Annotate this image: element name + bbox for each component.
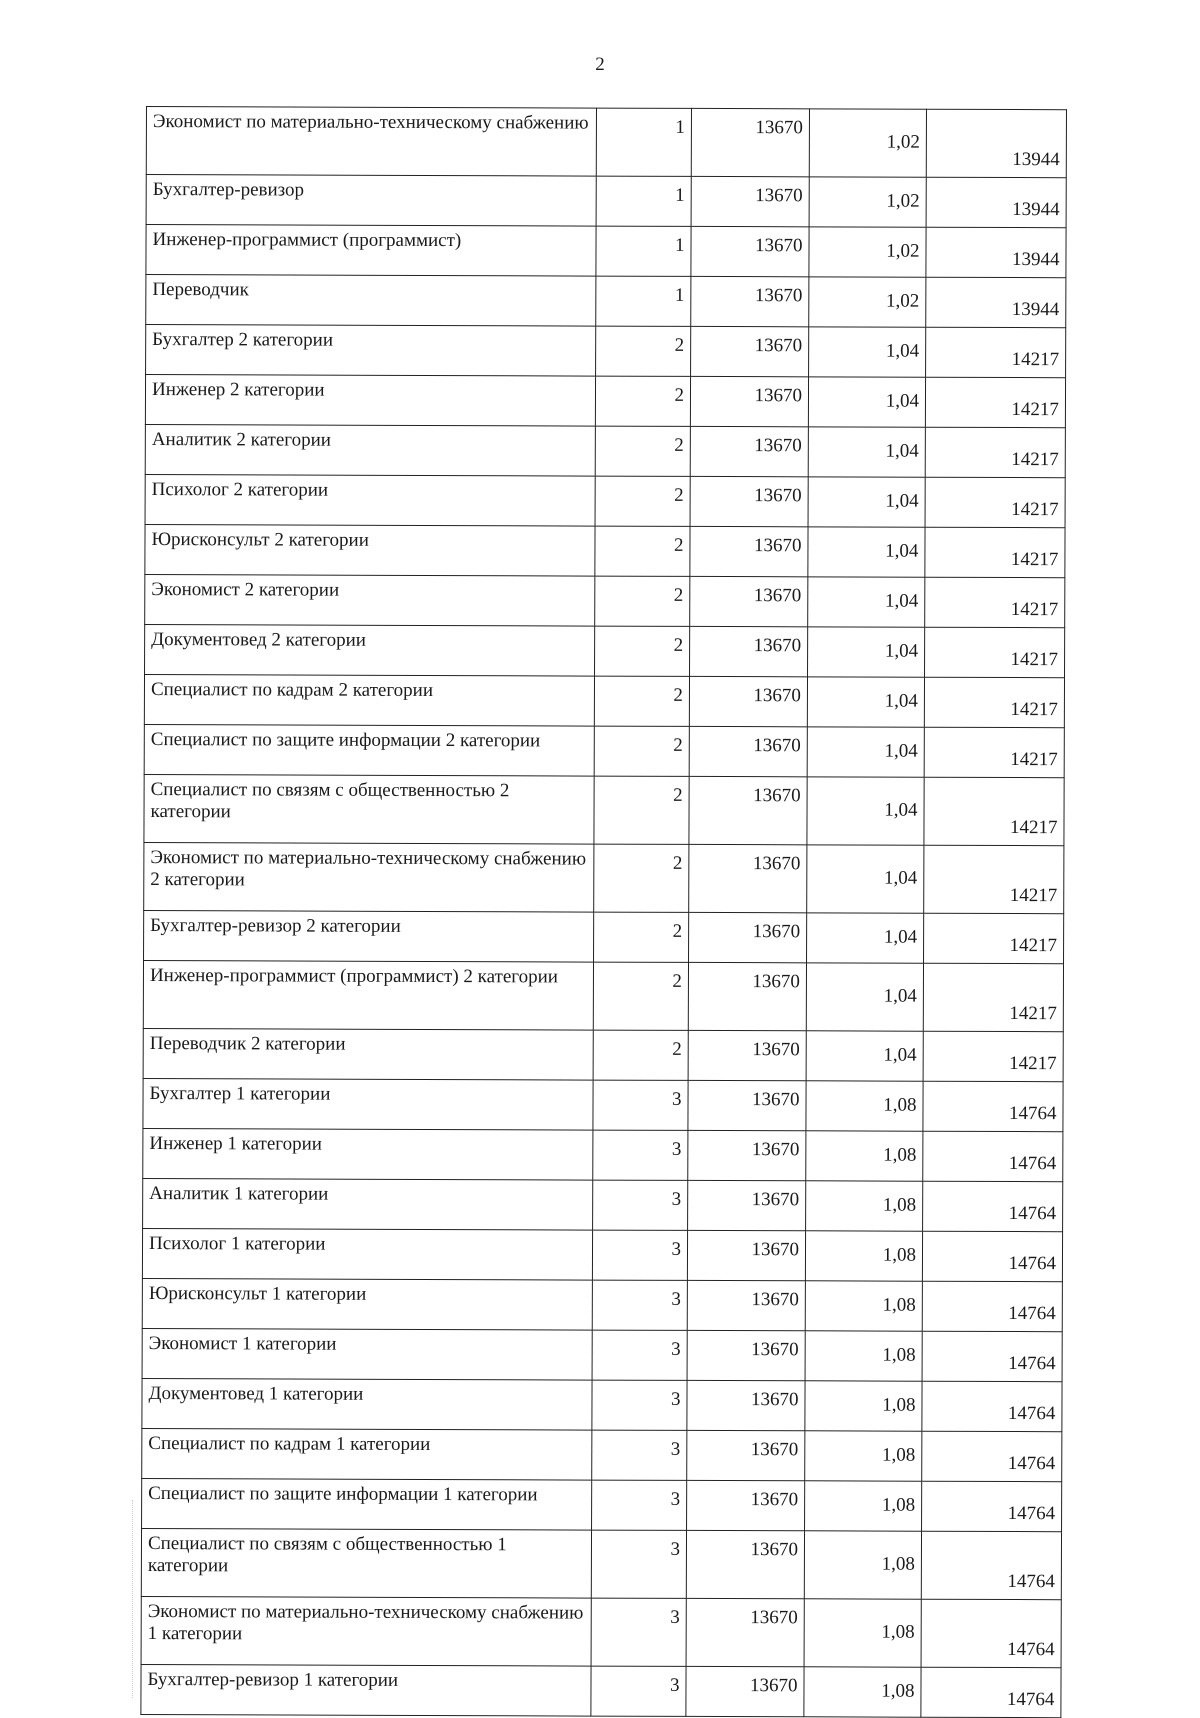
coefficient-cell: 1,08 bbox=[805, 1381, 922, 1431]
salary-cell: 14217 bbox=[924, 777, 1064, 845]
position-name-cell: Специалист по защите информации 2 категории bbox=[144, 724, 594, 776]
grade-cell: 3 bbox=[592, 1280, 687, 1330]
base-salary-cell: 13670 bbox=[689, 776, 807, 844]
table-row bbox=[141, 1596, 1061, 1667]
salary-cell: 14764 bbox=[922, 1431, 1062, 1481]
salary-cell: 14764 bbox=[923, 1181, 1063, 1231]
position-name-cell: Специалист по связям с общественностью 2 категории bbox=[144, 774, 594, 844]
coefficient-cell: 1,04 bbox=[809, 327, 926, 377]
table-row bbox=[145, 624, 1065, 677]
position-name-cell: Бухгалтер 1 категории bbox=[143, 1078, 593, 1130]
position-name-cell: Экономист 1 категории bbox=[142, 1328, 592, 1380]
grade-cell: 2 bbox=[594, 844, 689, 912]
grade-cell: 3 bbox=[592, 1430, 687, 1480]
scan-margin-line bbox=[132, 1500, 134, 1698]
coefficient-cell: 1,08 bbox=[806, 1181, 923, 1231]
grade-cell: 1 bbox=[596, 176, 691, 226]
coefficient-cell: 1,04 bbox=[808, 577, 925, 627]
coefficient-cell: 1,08 bbox=[804, 1531, 921, 1599]
table-row bbox=[142, 1378, 1062, 1431]
table-row bbox=[142, 1228, 1062, 1281]
position-name-cell: Переводчик bbox=[146, 275, 596, 327]
coefficient-cell: 1,04 bbox=[807, 727, 924, 777]
salary-cell: 13944 bbox=[926, 177, 1066, 227]
salary-cell: 14217 bbox=[925, 577, 1065, 627]
grade-cell: 2 bbox=[595, 576, 690, 626]
grade-cell: 2 bbox=[594, 676, 689, 726]
base-salary-cell: 13670 bbox=[690, 576, 808, 626]
grade-cell: 3 bbox=[592, 1330, 687, 1380]
salary-cell: 14217 bbox=[924, 845, 1064, 913]
position-name-cell: Экономист по материально-техническому снабжению 1 категории bbox=[141, 1596, 591, 1666]
table-row bbox=[141, 1664, 1061, 1717]
grade-cell: 1 bbox=[596, 276, 691, 326]
salary-cell: 13944 bbox=[926, 277, 1066, 327]
position-name-cell: Специалист по кадрам 1 категории bbox=[142, 1428, 592, 1480]
base-salary-cell: 13670 bbox=[690, 426, 808, 476]
grade-cell: 2 bbox=[594, 726, 689, 776]
table-row bbox=[145, 574, 1065, 627]
position-name-cell: Документовед 1 категории bbox=[142, 1378, 592, 1430]
table-row bbox=[144, 674, 1064, 727]
position-name-cell: Специалист по кадрам 2 категории bbox=[144, 674, 594, 726]
base-salary-cell: 13670 bbox=[687, 1430, 805, 1480]
coefficient-cell: 1,08 bbox=[805, 1331, 922, 1381]
coefficient-cell: 1,02 bbox=[809, 177, 926, 227]
coefficient-cell: 1,08 bbox=[806, 1081, 923, 1131]
base-salary-cell: 13670 bbox=[691, 226, 809, 276]
grade-cell: 3 bbox=[592, 1230, 687, 1280]
page-number: 2 bbox=[595, 54, 605, 75]
coefficient-cell: 1,04 bbox=[806, 1031, 923, 1081]
base-salary-cell: 13670 bbox=[686, 1530, 804, 1598]
table-row bbox=[143, 1028, 1063, 1081]
grade-cell: 2 bbox=[593, 1030, 688, 1080]
position-name-cell: Инженер 1 категории bbox=[143, 1128, 593, 1180]
salary-cell: 13944 bbox=[926, 227, 1066, 277]
table-row bbox=[146, 325, 1066, 378]
base-salary-cell: 13670 bbox=[687, 1380, 805, 1430]
base-salary-cell: 13670 bbox=[688, 1180, 806, 1230]
position-name-cell: Специалист по связям с общественностью 1 категории bbox=[141, 1528, 591, 1598]
coefficient-cell: 1,04 bbox=[807, 777, 924, 845]
coefficient-cell: 1,04 bbox=[808, 427, 925, 477]
coefficient-cell: 1,08 bbox=[804, 1599, 921, 1667]
position-name-cell: Документовед 2 категории bbox=[145, 624, 595, 676]
table-row bbox=[146, 107, 1066, 178]
salary-cell: 14217 bbox=[924, 727, 1064, 777]
table-row bbox=[145, 474, 1065, 527]
table-row bbox=[142, 1478, 1062, 1531]
table-row bbox=[146, 175, 1066, 228]
table-row bbox=[142, 1428, 1062, 1481]
salary-cell: 14217 bbox=[924, 913, 1064, 963]
coefficient-cell: 1,08 bbox=[804, 1667, 921, 1717]
table-row bbox=[143, 960, 1063, 1031]
coefficient-cell: 1,04 bbox=[807, 913, 924, 963]
coefficient-cell: 1,04 bbox=[807, 677, 924, 727]
base-salary-cell: 13670 bbox=[691, 326, 809, 376]
salary-cell: 14217 bbox=[925, 627, 1065, 677]
salary-cell: 14764 bbox=[922, 1331, 1062, 1381]
position-name-cell: Инженер-программист (программист) 2 категории bbox=[143, 960, 593, 1030]
position-name-cell: Бухгалтер-ревизор bbox=[146, 175, 596, 227]
position-name-cell: Бухгалтер-ревизор 1 категории bbox=[141, 1664, 591, 1716]
position-name-cell: Переводчик 2 категории bbox=[143, 1028, 593, 1080]
base-salary-cell: 13670 bbox=[691, 108, 809, 176]
salary-cell: 14764 bbox=[922, 1381, 1062, 1431]
salary-cell: 14217 bbox=[925, 477, 1065, 527]
position-name-cell: Аналитик 2 категории bbox=[145, 424, 595, 476]
salary-cell: 14217 bbox=[924, 677, 1064, 727]
coefficient-cell: 1,08 bbox=[805, 1281, 922, 1331]
coefficient-cell: 1,08 bbox=[806, 1131, 923, 1181]
grade-cell: 3 bbox=[593, 1180, 688, 1230]
salary-cell: 14217 bbox=[923, 1031, 1063, 1081]
coefficient-cell: 1,04 bbox=[808, 527, 925, 577]
salary-cell: 14217 bbox=[925, 527, 1065, 577]
grade-cell: 3 bbox=[591, 1666, 686, 1716]
position-name-cell: Психолог 2 категории bbox=[145, 474, 595, 526]
grade-cell: 2 bbox=[594, 776, 689, 844]
table-row bbox=[141, 1528, 1061, 1599]
base-salary-cell: 13670 bbox=[691, 176, 809, 226]
base-salary-cell: 13670 bbox=[688, 1080, 806, 1130]
grade-cell: 3 bbox=[592, 1380, 687, 1430]
base-salary-cell: 13670 bbox=[689, 844, 807, 912]
grade-cell: 2 bbox=[595, 476, 690, 526]
table-row bbox=[145, 375, 1065, 428]
base-salary-cell: 13670 bbox=[688, 1030, 806, 1080]
table-body bbox=[141, 107, 1067, 1718]
table-row bbox=[144, 842, 1064, 913]
base-salary-cell: 13670 bbox=[689, 676, 807, 726]
grade-cell: 2 bbox=[593, 962, 688, 1030]
grade-cell: 3 bbox=[593, 1130, 688, 1180]
base-salary-cell: 13670 bbox=[689, 726, 807, 776]
coefficient-cell: 1,04 bbox=[808, 477, 925, 527]
position-name-cell: Бухгалтер 2 категории bbox=[146, 325, 596, 377]
position-name-cell: Специалист по защите информации 1 категории bbox=[142, 1478, 592, 1530]
base-salary-cell: 13670 bbox=[688, 962, 806, 1030]
base-salary-cell: 13670 bbox=[687, 1230, 805, 1280]
coefficient-cell: 1,04 bbox=[807, 845, 924, 913]
grade-cell: 2 bbox=[595, 526, 690, 576]
salary-cell: 14764 bbox=[923, 1131, 1063, 1181]
grade-cell: 2 bbox=[595, 426, 690, 476]
salary-cell: 14764 bbox=[922, 1231, 1062, 1281]
salary-cell: 14764 bbox=[921, 1531, 1061, 1599]
table-row bbox=[145, 524, 1065, 577]
base-salary-cell: 13670 bbox=[690, 376, 808, 426]
coefficient-cell: 1,08 bbox=[805, 1431, 922, 1481]
position-name-cell: Аналитик 1 категории bbox=[143, 1178, 593, 1230]
coefficient-cell: 1,02 bbox=[809, 227, 926, 277]
grade-cell: 2 bbox=[595, 626, 690, 676]
salary-cell: 14217 bbox=[923, 963, 1063, 1031]
position-name-cell: Экономист по материально-техническому снабжению 2 категории bbox=[144, 842, 594, 912]
table-row bbox=[144, 774, 1064, 845]
coefficient-cell: 1,04 bbox=[808, 627, 925, 677]
grade-cell: 3 bbox=[592, 1480, 687, 1530]
coefficient-cell: 1,02 bbox=[809, 109, 926, 177]
position-name-cell: Юрисконсульт 1 категории bbox=[142, 1278, 592, 1330]
salary-cell: 14764 bbox=[922, 1281, 1062, 1331]
position-name-cell: Инженер 2 категории bbox=[145, 375, 595, 427]
table-row bbox=[143, 1078, 1063, 1131]
position-name-cell: Инженер-программист (программист) bbox=[146, 225, 596, 277]
salary-cell: 14217 bbox=[926, 327, 1066, 377]
position-name-cell: Экономист по материально-техническому снабжению bbox=[146, 107, 596, 177]
grade-cell: 2 bbox=[595, 376, 690, 426]
coefficient-cell: 1,04 bbox=[806, 963, 923, 1031]
table-row bbox=[143, 1128, 1063, 1181]
grade-cell: 3 bbox=[593, 1080, 688, 1130]
grade-cell: 2 bbox=[594, 912, 689, 962]
grade-cell: 1 bbox=[596, 226, 691, 276]
position-name-cell: Юрисконсульт 2 категории bbox=[145, 524, 595, 576]
position-name-cell: Бухгалтер-ревизор 2 категории bbox=[144, 910, 594, 962]
grade-cell: 2 bbox=[596, 326, 691, 376]
table-row bbox=[142, 1278, 1062, 1331]
base-salary-cell: 13670 bbox=[686, 1598, 804, 1666]
table-row bbox=[144, 910, 1064, 963]
position-name-cell: Психолог 1 категории bbox=[142, 1228, 592, 1280]
table-row bbox=[146, 275, 1066, 328]
base-salary-cell: 13670 bbox=[687, 1480, 805, 1530]
coefficient-cell: 1,04 bbox=[808, 377, 925, 427]
grade-cell: 3 bbox=[591, 1530, 686, 1598]
salary-table bbox=[140, 106, 1067, 1718]
salary-cell: 14764 bbox=[921, 1599, 1061, 1667]
table-row bbox=[143, 1178, 1063, 1231]
coefficient-cell: 1,08 bbox=[805, 1481, 922, 1531]
salary-cell: 14764 bbox=[923, 1081, 1063, 1131]
table-row bbox=[146, 225, 1066, 278]
salary-cell: 14764 bbox=[921, 1667, 1061, 1717]
salary-cell: 14764 bbox=[922, 1481, 1062, 1531]
base-salary-cell: 13670 bbox=[690, 626, 808, 676]
table-row bbox=[145, 424, 1065, 477]
base-salary-cell: 13670 bbox=[687, 1280, 805, 1330]
base-salary-cell: 13670 bbox=[686, 1666, 804, 1716]
grade-cell: 1 bbox=[596, 108, 691, 176]
base-salary-cell: 13670 bbox=[690, 526, 808, 576]
base-salary-cell: 13670 bbox=[689, 912, 807, 962]
salary-cell: 13944 bbox=[926, 109, 1066, 177]
salary-cell: 14217 bbox=[925, 427, 1065, 477]
table-row bbox=[144, 724, 1064, 777]
coefficient-cell: 1,08 bbox=[805, 1231, 922, 1281]
base-salary-cell: 13670 bbox=[687, 1330, 805, 1380]
base-salary-cell: 13670 bbox=[690, 476, 808, 526]
grade-cell: 3 bbox=[591, 1598, 686, 1666]
salary-cell: 14217 bbox=[925, 377, 1065, 427]
table-row bbox=[142, 1328, 1062, 1381]
base-salary-cell: 13670 bbox=[688, 1130, 806, 1180]
position-name-cell: Экономист 2 категории bbox=[145, 574, 595, 626]
base-salary-cell: 13670 bbox=[691, 276, 809, 326]
coefficient-cell: 1,02 bbox=[809, 277, 926, 327]
